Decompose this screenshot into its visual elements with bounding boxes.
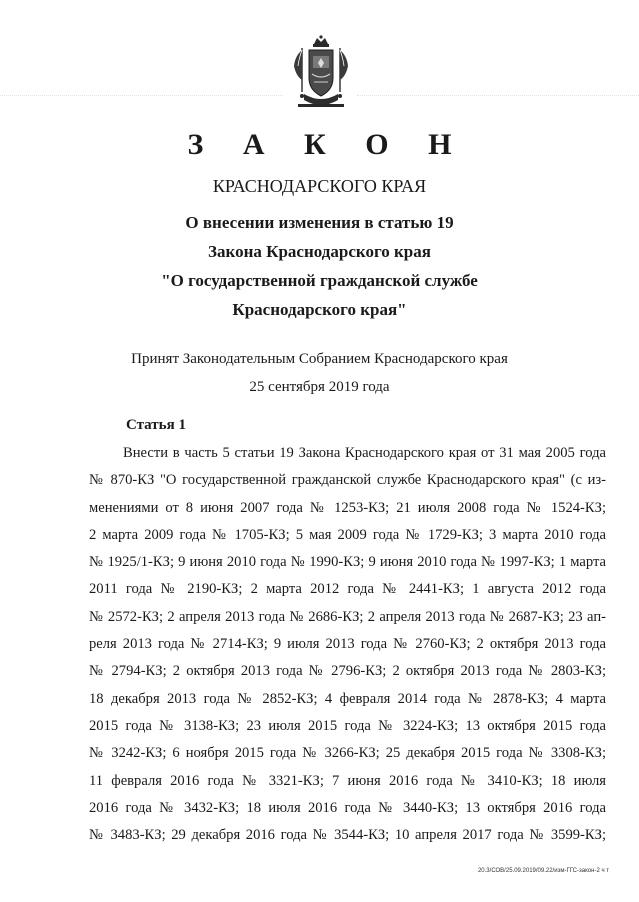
article-line: 18 декабря 2013 года № 2852-КЗ; 4 февраля 2014 года № 2878-КЗ; 4 марта bbox=[89, 690, 606, 707]
law-name-line: Закона Краснодарского края bbox=[208, 242, 431, 261]
article-line: 2016 года № 3432-КЗ; 18 июля 2016 года № 3440-КЗ; 13 октября 2016 года bbox=[89, 799, 606, 816]
document-subtitle: КРАСНОДАРСКОГО КРАЯ bbox=[212, 176, 427, 196]
header-dotted-rule-right bbox=[357, 95, 639, 97]
law-name-line: Краснодарского края" bbox=[232, 300, 407, 319]
article-line: Внести в часть 5 статьи 19 Закона Краснодарского края от 31 мая 2005 года bbox=[123, 445, 606, 461]
article-line: № 3242-КЗ; 6 ноября 2015 года № 3266-КЗ; 25 декабря 2015 года № 3308-КЗ; bbox=[89, 745, 606, 762]
article-line: № 2572-КЗ; 2 апреля 2013 года № 2686-КЗ; 2 апреля 2013 года № 2687-КЗ; 23 ап- bbox=[89, 608, 606, 625]
coat-of-arms-icon bbox=[290, 34, 352, 114]
article-line: № 870-КЗ "О государственной гражданской службе Краснодарского края" (с из- bbox=[89, 472, 606, 489]
article-line: менениями от 8 июня 2007 года № 1253-КЗ; 21 июля 2008 года № 1524-КЗ; bbox=[89, 499, 606, 516]
law-name bbox=[0, 208, 639, 324]
article-line: 2011 года № 2190-КЗ; 2 марта 2012 года № 2441-КЗ; 1 августа 2012 года bbox=[89, 581, 606, 598]
document-footer-code: 20.3/СОВ/25.09.2019/09.22/изм-ГГС-закон-2 ч т bbox=[477, 868, 609, 874]
article-line: 2 марта 2009 года № 1705-КЗ; 5 мая 2009 года № 1729-КЗ; 3 марта 2010 года bbox=[89, 526, 606, 543]
article-line: № 1925/1-КЗ; 9 июня 2010 года № 1990-КЗ; 9 июня 2010 года № 1997-КЗ; 1 марта bbox=[89, 554, 606, 571]
adoption-body-line: Принят Законодательным Собранием Краснодарского края bbox=[131, 351, 508, 367]
header-dotted-rule-left bbox=[0, 95, 283, 97]
article-line: № 3483-КЗ; 29 декабря 2016 года № 3544-КЗ; 10 апреля 2017 года № 3599-КЗ; bbox=[89, 827, 606, 844]
article-body bbox=[89, 440, 606, 849]
adoption-date-line: 25 сентября 2019 года bbox=[249, 379, 390, 395]
article-heading: Статья 1 bbox=[126, 417, 186, 433]
law-name-line: О внесении изменения в статью 19 bbox=[185, 213, 454, 232]
article-line: 11 февраля 2016 года № 3321-КЗ; 7 июня 2016 года № 3410-КЗ; 18 июля bbox=[89, 772, 606, 789]
article-line: 2015 года № 3138-КЗ; 23 июля 2015 года № 3224-КЗ; 13 октября 2015 года bbox=[89, 717, 606, 734]
article-line: № 2794-КЗ; 2 октября 2013 года № 2796-КЗ; 2 октября 2013 года № 2803-КЗ; bbox=[89, 663, 606, 680]
document-title: З А К О Н bbox=[187, 128, 468, 161]
adoption-note bbox=[0, 345, 639, 401]
law-name-line: "О государственной гражданской службе bbox=[161, 271, 478, 290]
article-line: реля 2013 года № 2714-КЗ; 9 июля 2013 года № 2760-КЗ; 2 октября 2013 года bbox=[89, 636, 606, 653]
